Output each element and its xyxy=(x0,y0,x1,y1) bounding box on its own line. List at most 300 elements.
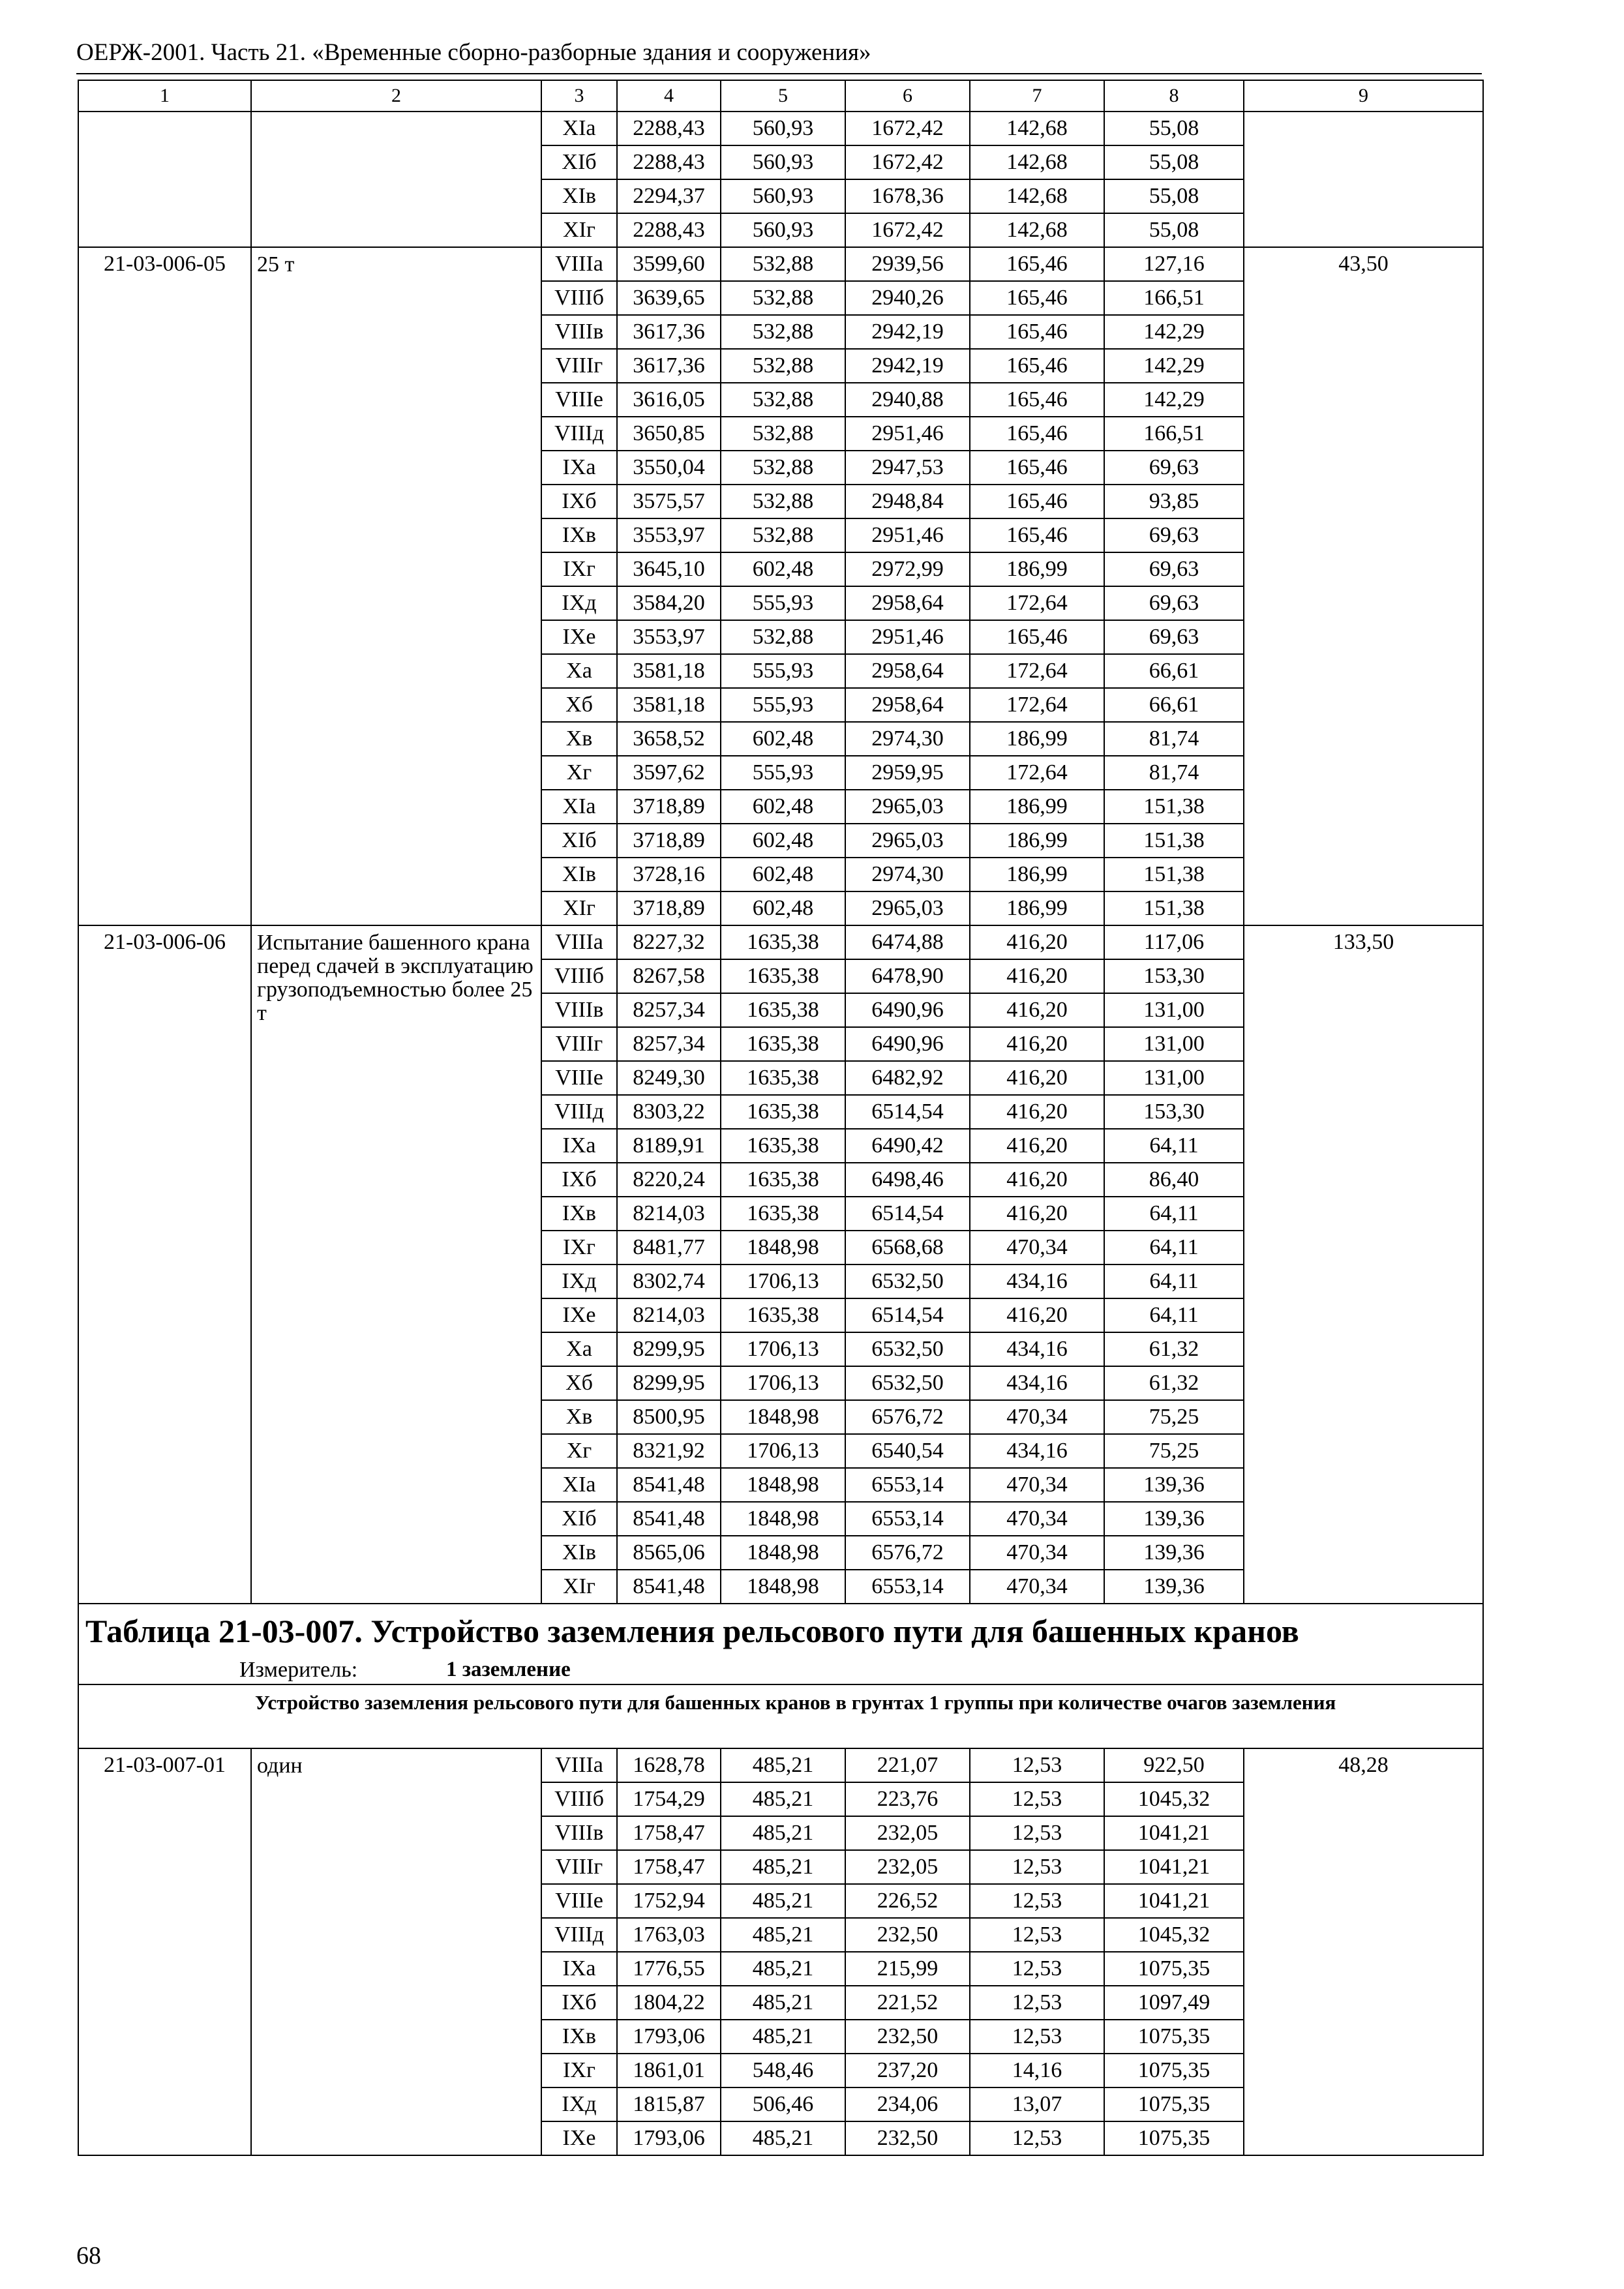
cell-col-5: 1848,98 xyxy=(721,1400,845,1434)
cell-col-6: 2972,99 xyxy=(845,552,970,586)
rate-name: Испытание башенного крана перед сдачей в эксплуатацию грузоподъемностью более 25 т xyxy=(251,925,541,1604)
cell-col-7: 165,46 xyxy=(970,349,1104,383)
cell-col-7: 416,20 xyxy=(970,925,1104,959)
cell-col-6: 2958,64 xyxy=(845,688,970,722)
cell-col-8: 1097,49 xyxy=(1104,1986,1244,2020)
cell-col-3: Xa xyxy=(541,654,617,688)
cell-col-3: VIIIa xyxy=(541,247,617,281)
cell-col-7: 470,34 xyxy=(970,1400,1104,1434)
cell-col-5: 1635,38 xyxy=(721,993,845,1027)
cell-col-4: 3581,18 xyxy=(617,688,721,722)
cell-col-7: 165,46 xyxy=(970,281,1104,315)
rate-name: один xyxy=(251,1748,541,2155)
cell-col-6: 2939,56 xyxy=(845,247,970,281)
cell-col-8: 55,08 xyxy=(1104,145,1244,179)
cell-col-7: 13,07 xyxy=(970,2087,1104,2121)
cell-col-7: 142,68 xyxy=(970,179,1104,213)
cell-col-8: 142,29 xyxy=(1104,315,1244,349)
cell-col-3: VIIIд xyxy=(541,1095,617,1129)
group-title-row xyxy=(78,1684,1483,1748)
cell-col-8: 151,38 xyxy=(1104,824,1244,858)
cell-col-6: 6576,72 xyxy=(845,1536,970,1570)
page-header: ОЕРЖ-2001. Часть 21. «Временные сборно-разборные здания и сооружения» xyxy=(76,39,871,66)
cell-col-5: 555,93 xyxy=(721,586,845,620)
cell-col-6: 223,76 xyxy=(845,1782,970,1816)
cell-col-3: IXa xyxy=(541,1129,617,1163)
rate-name: 25 т xyxy=(251,247,541,925)
cell-col-5: 1635,38 xyxy=(721,925,845,959)
cell-col-8: 153,30 xyxy=(1104,959,1244,993)
cell-col-7: 12,53 xyxy=(970,1884,1104,1918)
cell-col-6: 2951,46 xyxy=(845,417,970,451)
cell-col-7: 12,53 xyxy=(970,1918,1104,1952)
table-row xyxy=(78,1748,1483,1782)
cell-col-3: Xг xyxy=(541,756,617,790)
cell-col-7: 434,16 xyxy=(970,1332,1104,1366)
cell-col-8: 153,30 xyxy=(1104,1095,1244,1129)
cell-col-6: 2965,03 xyxy=(845,891,970,925)
cell-col-5: 1635,38 xyxy=(721,1095,845,1129)
cell-col-5: 532,88 xyxy=(721,315,845,349)
cell-col-8: 131,00 xyxy=(1104,1061,1244,1095)
cell-col-3: IXг xyxy=(541,2054,617,2087)
column-number: 2 xyxy=(251,80,541,112)
cell-col-6: 1672,42 xyxy=(845,145,970,179)
cell-col-6: 221,07 xyxy=(845,1748,970,1782)
column-number: 5 xyxy=(721,80,845,112)
cell-col-8: 139,36 xyxy=(1104,1468,1244,1502)
cell-col-5: 560,93 xyxy=(721,213,845,247)
cell-col-3: IXе xyxy=(541,2121,617,2155)
cell-col-5: 602,48 xyxy=(721,824,845,858)
cell-col-6: 6514,54 xyxy=(845,1298,970,1332)
cell-col-3: IXa xyxy=(541,1952,617,1986)
cell-col-5: 555,93 xyxy=(721,688,845,722)
cell-col-5: 1848,98 xyxy=(721,1536,845,1570)
cell-col-5: 555,93 xyxy=(721,654,845,688)
cell-col-4: 8227,32 xyxy=(617,925,721,959)
cell-col-4: 3550,04 xyxy=(617,451,721,485)
cell-col-3: IXе xyxy=(541,1298,617,1332)
cell-col-4: 3650,85 xyxy=(617,417,721,451)
cell-col-6: 6553,14 xyxy=(845,1468,970,1502)
cell-col-8: 131,00 xyxy=(1104,993,1244,1027)
rate-code: 21-03-006-05 xyxy=(78,247,251,925)
cell-col-7: 172,64 xyxy=(970,586,1104,620)
cell-col-4: 8299,95 xyxy=(617,1332,721,1366)
cell-col-3: IXд xyxy=(541,1264,617,1298)
cell-col-6: 2965,03 xyxy=(845,824,970,858)
cell-col-5: 560,93 xyxy=(721,145,845,179)
cell-col-6: 232,50 xyxy=(845,2121,970,2155)
column-number: 1 xyxy=(78,80,251,112)
cell-col-7: 416,20 xyxy=(970,993,1104,1027)
cell-col-7: 186,99 xyxy=(970,858,1104,891)
cell-col-4: 8541,48 xyxy=(617,1570,721,1604)
cell-col-5: 532,88 xyxy=(721,247,845,281)
cell-col-6: 221,52 xyxy=(845,1986,970,2020)
cell-col-8: 117,06 xyxy=(1104,925,1244,959)
group-title: Устройство заземления рельсового пути для башенных кранов в грунтах 1 группы при количестве очагов заземления xyxy=(78,1684,1483,1748)
cell-col-3: IXд xyxy=(541,586,617,620)
cell-col-4: 1628,78 xyxy=(617,1748,721,1782)
cell-col-5: 485,21 xyxy=(721,1782,845,1816)
cell-col-4: 8257,34 xyxy=(617,993,721,1027)
cell-col-4: 8299,95 xyxy=(617,1366,721,1400)
cell-col-7: 12,53 xyxy=(970,1952,1104,1986)
cell-col-6: 6478,90 xyxy=(845,959,970,993)
cell-col-5: 1848,98 xyxy=(721,1468,845,1502)
cell-col-4: 3575,57 xyxy=(617,485,721,518)
cell-col-7: 12,53 xyxy=(970,1986,1104,2020)
cell-col-3: VIIIе xyxy=(541,383,617,417)
cell-col-7: 416,20 xyxy=(970,1095,1104,1129)
cell-col-7: 186,99 xyxy=(970,790,1104,824)
cell-col-5: 532,88 xyxy=(721,620,845,654)
cell-col-8: 142,29 xyxy=(1104,383,1244,417)
cell-col-3: XIб xyxy=(541,824,617,858)
cell-col-3: XIa xyxy=(541,112,617,145)
cell-col-6: 237,20 xyxy=(845,2054,970,2087)
cell-col-8: 69,63 xyxy=(1104,620,1244,654)
cell-col-7: 172,64 xyxy=(970,688,1104,722)
cell-col-6: 232,50 xyxy=(845,1918,970,1952)
cell-col-7: 416,20 xyxy=(970,1163,1104,1197)
cell-col-4: 3639,65 xyxy=(617,281,721,315)
cell-col-5: 1706,13 xyxy=(721,1434,845,1468)
column-number: 4 xyxy=(617,80,721,112)
cell-col-8: 139,36 xyxy=(1104,1570,1244,1604)
cell-col-6: 2951,46 xyxy=(845,518,970,552)
cell-col-4: 3584,20 xyxy=(617,586,721,620)
cell-col-3: IXв xyxy=(541,2020,617,2054)
cell-col-6: 6553,14 xyxy=(845,1502,970,1536)
cell-col-3: XIг xyxy=(541,1570,617,1604)
cell-col-8: 151,38 xyxy=(1104,790,1244,824)
cell-col-3: VIIIa xyxy=(541,1748,617,1782)
cell-col-7: 12,53 xyxy=(970,2121,1104,2155)
cell-col-7: 142,68 xyxy=(970,145,1104,179)
rate-code: 21-03-006-06 xyxy=(78,925,251,1604)
cell-col-5: 1635,38 xyxy=(721,1129,845,1163)
cell-col-6: 6553,14 xyxy=(845,1570,970,1604)
cell-col-6: 2948,84 xyxy=(845,485,970,518)
cell-col-5: 1635,38 xyxy=(721,1163,845,1197)
labor-cost: 43,50 xyxy=(1244,247,1483,925)
cell-col-6: 6514,54 xyxy=(845,1095,970,1129)
cell-col-5: 532,88 xyxy=(721,383,845,417)
cell-col-5: 532,88 xyxy=(721,518,845,552)
cell-col-8: 1075,35 xyxy=(1104,2087,1244,2121)
cell-col-4: 2288,43 xyxy=(617,145,721,179)
cell-col-8: 127,16 xyxy=(1104,247,1244,281)
table-title-cell xyxy=(78,1604,1483,1684)
cell-col-4: 8500,95 xyxy=(617,1400,721,1434)
cell-col-5: 602,48 xyxy=(721,722,845,756)
cell-col-4: 3658,52 xyxy=(617,722,721,756)
cell-col-8: 66,61 xyxy=(1104,654,1244,688)
cell-col-3: XIв xyxy=(541,1536,617,1570)
cell-col-8: 69,63 xyxy=(1104,552,1244,586)
cell-col-8: 64,11 xyxy=(1104,1197,1244,1231)
cell-col-7: 142,68 xyxy=(970,213,1104,247)
cell-col-7: 172,64 xyxy=(970,756,1104,790)
cell-col-6: 6576,72 xyxy=(845,1400,970,1434)
cell-col-5: 485,21 xyxy=(721,1748,845,1782)
cell-col-3: IXв xyxy=(541,518,617,552)
cell-col-5: 485,21 xyxy=(721,2121,845,2155)
cell-col-7: 186,99 xyxy=(970,824,1104,858)
cell-col-6: 6482,92 xyxy=(845,1061,970,1095)
cell-col-4: 8541,48 xyxy=(617,1468,721,1502)
table-row xyxy=(78,925,1483,959)
cell-col-5: 602,48 xyxy=(721,790,845,824)
header-rule xyxy=(76,73,1482,74)
cell-col-3: XIг xyxy=(541,891,617,925)
cell-col-8: 151,38 xyxy=(1104,891,1244,925)
cell-col-6: 6532,50 xyxy=(845,1264,970,1298)
cell-col-5: 560,93 xyxy=(721,179,845,213)
cell-col-4: 1804,22 xyxy=(617,1986,721,2020)
cell-col-8: 166,51 xyxy=(1104,417,1244,451)
cell-col-4: 3645,10 xyxy=(617,552,721,586)
cell-col-4: 3718,89 xyxy=(617,891,721,925)
cell-col-8: 64,11 xyxy=(1104,1264,1244,1298)
cell-col-3: IXг xyxy=(541,1231,617,1264)
cell-col-6: 2940,26 xyxy=(845,281,970,315)
table-title-row xyxy=(78,1604,1483,1684)
cell-col-3: Xб xyxy=(541,688,617,722)
cell-col-8: 69,63 xyxy=(1104,451,1244,485)
cell-col-6: 2958,64 xyxy=(845,654,970,688)
cell-col-6: 2947,53 xyxy=(845,451,970,485)
cell-col-8: 1075,35 xyxy=(1104,1952,1244,1986)
cell-col-3: IXг xyxy=(541,552,617,586)
cell-col-4: 8220,24 xyxy=(617,1163,721,1197)
rate-code xyxy=(78,112,251,247)
unit-line xyxy=(79,1659,1482,1681)
cell-col-4: 3597,62 xyxy=(617,756,721,790)
cell-col-7: 186,99 xyxy=(970,891,1104,925)
cell-col-6: 6540,54 xyxy=(845,1434,970,1468)
cell-col-6: 6474,88 xyxy=(845,925,970,959)
cell-col-5: 1706,13 xyxy=(721,1264,845,1298)
cell-col-5: 602,48 xyxy=(721,858,845,891)
cell-col-8: 64,11 xyxy=(1104,1231,1244,1264)
cell-col-3: VIIIa xyxy=(541,925,617,959)
cell-col-7: 434,16 xyxy=(970,1264,1104,1298)
cell-col-4: 3616,05 xyxy=(617,383,721,417)
cell-col-6: 2959,95 xyxy=(845,756,970,790)
cell-col-8: 66,61 xyxy=(1104,688,1244,722)
cell-col-6: 2942,19 xyxy=(845,315,970,349)
table-title: Таблица 21-03-007. Устройство заземления рельсового пути для башенных кранов xyxy=(85,1613,1299,1649)
labor-cost: 133,50 xyxy=(1244,925,1483,1604)
cell-col-8: 142,29 xyxy=(1104,349,1244,383)
cell-col-3: VIIIд xyxy=(541,417,617,451)
cell-col-4: 1793,06 xyxy=(617,2121,721,2155)
cell-col-7: 172,64 xyxy=(970,654,1104,688)
cell-col-8: 69,63 xyxy=(1104,518,1244,552)
cell-col-5: 548,46 xyxy=(721,2054,845,2087)
cell-col-4: 3617,36 xyxy=(617,349,721,383)
cell-col-5: 506,46 xyxy=(721,2087,845,2121)
cell-col-7: 12,53 xyxy=(970,1748,1104,1782)
cell-col-4: 2294,37 xyxy=(617,179,721,213)
cell-col-3: Xв xyxy=(541,722,617,756)
cell-col-4: 8257,34 xyxy=(617,1027,721,1061)
cell-col-3: IXе xyxy=(541,620,617,654)
cell-col-4: 3553,97 xyxy=(617,518,721,552)
cell-col-4: 8321,92 xyxy=(617,1434,721,1468)
cell-col-4: 1758,47 xyxy=(617,1816,721,1850)
cell-col-3: VIIIг xyxy=(541,1027,617,1061)
unit-label: Измеритель: xyxy=(239,1658,358,1682)
cell-col-5: 532,88 xyxy=(721,281,845,315)
cell-col-8: 166,51 xyxy=(1104,281,1244,315)
cell-col-5: 1635,38 xyxy=(721,1197,845,1231)
cell-col-6: 2940,88 xyxy=(845,383,970,417)
cell-col-8: 93,85 xyxy=(1104,485,1244,518)
cell-col-3: VIIIе xyxy=(541,1061,617,1095)
cell-col-7: 186,99 xyxy=(970,722,1104,756)
cell-col-8: 75,25 xyxy=(1104,1400,1244,1434)
cell-col-8: 922,50 xyxy=(1104,1748,1244,1782)
cell-col-6: 1678,36 xyxy=(845,179,970,213)
cell-col-8: 64,11 xyxy=(1104,1129,1244,1163)
cell-col-5: 485,21 xyxy=(721,1986,845,2020)
cell-col-7: 14,16 xyxy=(970,2054,1104,2087)
cell-col-3: XIв xyxy=(541,179,617,213)
cell-col-3: VIIIд xyxy=(541,1918,617,1952)
cell-col-6: 2974,30 xyxy=(845,858,970,891)
cell-col-8: 55,08 xyxy=(1104,179,1244,213)
cell-col-8: 1041,21 xyxy=(1104,1850,1244,1884)
cell-col-7: 165,46 xyxy=(970,620,1104,654)
cell-col-8: 1075,35 xyxy=(1104,2121,1244,2155)
cell-col-4: 3718,89 xyxy=(617,824,721,858)
cell-col-4: 1752,94 xyxy=(617,1884,721,1918)
cell-col-5: 1848,98 xyxy=(721,1231,845,1264)
cell-col-8: 1075,35 xyxy=(1104,2054,1244,2087)
cell-col-4: 2288,43 xyxy=(617,112,721,145)
cell-col-6: 6514,54 xyxy=(845,1197,970,1231)
cell-col-4: 1793,06 xyxy=(617,2020,721,2054)
cell-col-3: IXб xyxy=(541,1986,617,2020)
cell-col-3: VIIIв xyxy=(541,993,617,1027)
cell-col-3: Xб xyxy=(541,1366,617,1400)
cell-col-8: 1045,32 xyxy=(1104,1782,1244,1816)
cell-col-6: 2958,64 xyxy=(845,586,970,620)
cell-col-5: 602,48 xyxy=(721,891,845,925)
cell-col-7: 12,53 xyxy=(970,1850,1104,1884)
cell-col-7: 470,34 xyxy=(970,1536,1104,1570)
cell-col-4: 8481,77 xyxy=(617,1231,721,1264)
cell-col-8: 61,32 xyxy=(1104,1366,1244,1400)
cell-col-3: XIa xyxy=(541,790,617,824)
cell-col-6: 6490,96 xyxy=(845,1027,970,1061)
cell-col-7: 186,99 xyxy=(970,552,1104,586)
cell-col-6: 2965,03 xyxy=(845,790,970,824)
cell-col-6: 2951,46 xyxy=(845,620,970,654)
cell-col-7: 434,16 xyxy=(970,1434,1104,1468)
cell-col-5: 485,21 xyxy=(721,1816,845,1850)
cell-col-5: 485,21 xyxy=(721,1918,845,1952)
cell-col-7: 165,46 xyxy=(970,485,1104,518)
cell-col-7: 165,46 xyxy=(970,315,1104,349)
cell-col-5: 602,48 xyxy=(721,552,845,586)
cell-col-7: 416,20 xyxy=(970,1298,1104,1332)
cell-col-8: 61,32 xyxy=(1104,1332,1244,1366)
cell-col-3: VIIIг xyxy=(541,349,617,383)
cell-col-7: 434,16 xyxy=(970,1366,1104,1400)
table-row xyxy=(78,247,1483,281)
cell-col-7: 416,20 xyxy=(970,959,1104,993)
rate-name xyxy=(251,112,541,247)
cell-col-6: 1672,42 xyxy=(845,112,970,145)
cell-col-6: 232,05 xyxy=(845,1850,970,1884)
cell-col-4: 1815,87 xyxy=(617,2087,721,2121)
cell-col-8: 131,00 xyxy=(1104,1027,1244,1061)
cell-col-3: XIa xyxy=(541,1468,617,1502)
column-number: 9 xyxy=(1244,80,1483,112)
cell-col-3: VIIIв xyxy=(541,1816,617,1850)
cell-col-6: 6532,50 xyxy=(845,1366,970,1400)
cell-col-5: 485,21 xyxy=(721,2020,845,2054)
cell-col-8: 1041,21 xyxy=(1104,1884,1244,1918)
cell-col-7: 470,34 xyxy=(970,1468,1104,1502)
cell-col-4: 3599,60 xyxy=(617,247,721,281)
cell-col-8: 69,63 xyxy=(1104,586,1244,620)
table-row xyxy=(78,112,1483,145)
cell-col-4: 8565,06 xyxy=(617,1536,721,1570)
cell-col-3: IXa xyxy=(541,451,617,485)
cell-col-4: 3728,16 xyxy=(617,858,721,891)
page-number: 68 xyxy=(76,2242,101,2269)
cell-col-4: 8189,91 xyxy=(617,1129,721,1163)
cell-col-4: 3581,18 xyxy=(617,654,721,688)
cell-col-4: 1861,01 xyxy=(617,2054,721,2087)
column-number: 6 xyxy=(845,80,970,112)
cell-col-3: VIIIе xyxy=(541,1884,617,1918)
cell-col-7: 470,34 xyxy=(970,1570,1104,1604)
cell-col-6: 215,99 xyxy=(845,1952,970,1986)
cell-col-4: 3553,97 xyxy=(617,620,721,654)
cell-col-5: 1706,13 xyxy=(721,1366,845,1400)
cell-col-7: 416,20 xyxy=(970,1027,1104,1061)
cell-col-8: 86,40 xyxy=(1104,1163,1244,1197)
cell-col-5: 485,21 xyxy=(721,1850,845,1884)
cell-col-7: 165,46 xyxy=(970,383,1104,417)
cell-col-7: 12,53 xyxy=(970,1782,1104,1816)
cell-col-4: 8267,58 xyxy=(617,959,721,993)
cell-col-3: IXд xyxy=(541,2087,617,2121)
cell-col-4: 1763,03 xyxy=(617,1918,721,1952)
cell-col-7: 165,46 xyxy=(970,417,1104,451)
cell-col-4: 1776,55 xyxy=(617,1952,721,1986)
cell-col-5: 532,88 xyxy=(721,349,845,383)
cell-col-7: 416,20 xyxy=(970,1061,1104,1095)
cell-col-8: 64,11 xyxy=(1104,1298,1244,1332)
cell-col-3: XIг xyxy=(541,213,617,247)
cell-col-5: 560,93 xyxy=(721,112,845,145)
column-number: 8 xyxy=(1104,80,1244,112)
cell-col-7: 416,20 xyxy=(970,1197,1104,1231)
cell-col-3: VIIIб xyxy=(541,281,617,315)
cell-col-6: 6532,50 xyxy=(845,1332,970,1366)
cell-col-8: 55,08 xyxy=(1104,213,1244,247)
cell-col-3: Xв xyxy=(541,1400,617,1434)
